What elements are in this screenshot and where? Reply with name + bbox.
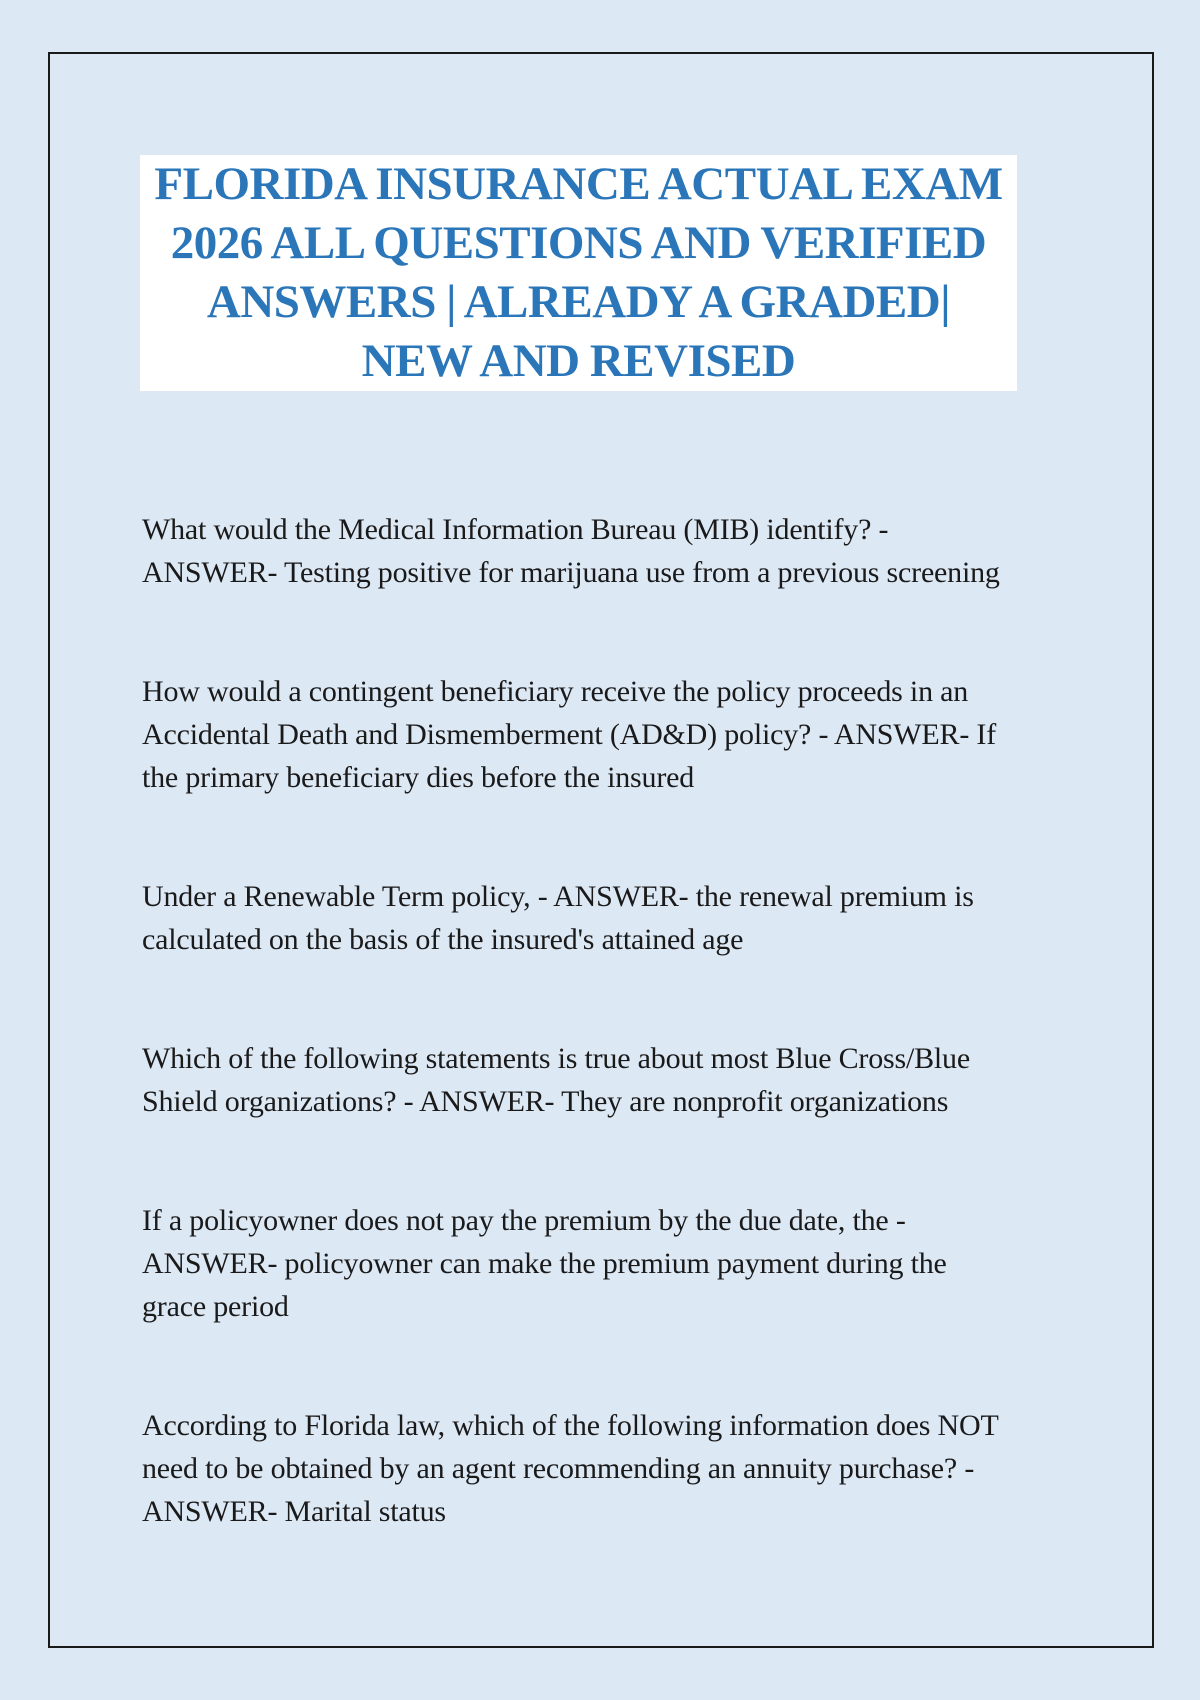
title-line: FLORIDA INSURANCE ACTUAL EXAM — [154, 158, 1003, 210]
qa-item-5 — [142, 1199, 1082, 1328]
qa-item-1 — [142, 508, 1082, 594]
qa-line: ANSWER- Testing positive for marijuana use from a previous screening — [142, 556, 1000, 589]
qa-line: need to be obtained by an agent recommending an annuity purchase? - — [142, 1452, 975, 1485]
qa-list — [142, 508, 1082, 1533]
qa-line: the primary beneficiary dies before the insured — [142, 761, 695, 794]
title-line: ANSWERS | ALREADY A GRADED| — [206, 276, 951, 328]
qa-item-4 — [142, 1037, 1082, 1123]
qa-line: ANSWER- policyowner can make the premium payment during the — [142, 1247, 947, 1280]
qa-line: According to Florida law, which of the following information does NOT — [142, 1409, 999, 1442]
title-line: NEW AND REVISED — [361, 335, 796, 387]
qa-item-2 — [142, 670, 1082, 799]
qa-line: ANSWER- Marital status — [142, 1495, 446, 1528]
qa-line: grace period — [142, 1290, 289, 1323]
qa-line: Shield organizations? - ANSWER- They are nonprofit organizations — [142, 1085, 949, 1118]
qa-line: Accidental Death and Dismemberment (AD&D) policy? - ANSWER- If — [142, 718, 997, 751]
qa-line: What would the Medical Information Bureau (MIB) identify? - — [142, 513, 889, 546]
title-banner — [140, 155, 1017, 391]
qa-line: How would a contingent beneficiary receive the policy proceeds in an — [142, 675, 969, 708]
title-line: 2026 ALL QUESTIONS AND VERIFIED — [170, 217, 987, 269]
document-title — [154, 155, 1002, 391]
qa-line: Which of the following statements is true about most Blue Cross/Blue — [142, 1042, 970, 1075]
qa-line: Under a Renewable Term policy, - ANSWER- the renewal premium is — [142, 880, 974, 913]
qa-item-6 — [142, 1404, 1082, 1533]
qa-line: If a policyowner does not pay the premium by the due date, the - — [142, 1204, 906, 1237]
qa-item-3 — [142, 875, 1082, 961]
qa-line: calculated on the basis of the insured's attained age — [142, 923, 744, 956]
